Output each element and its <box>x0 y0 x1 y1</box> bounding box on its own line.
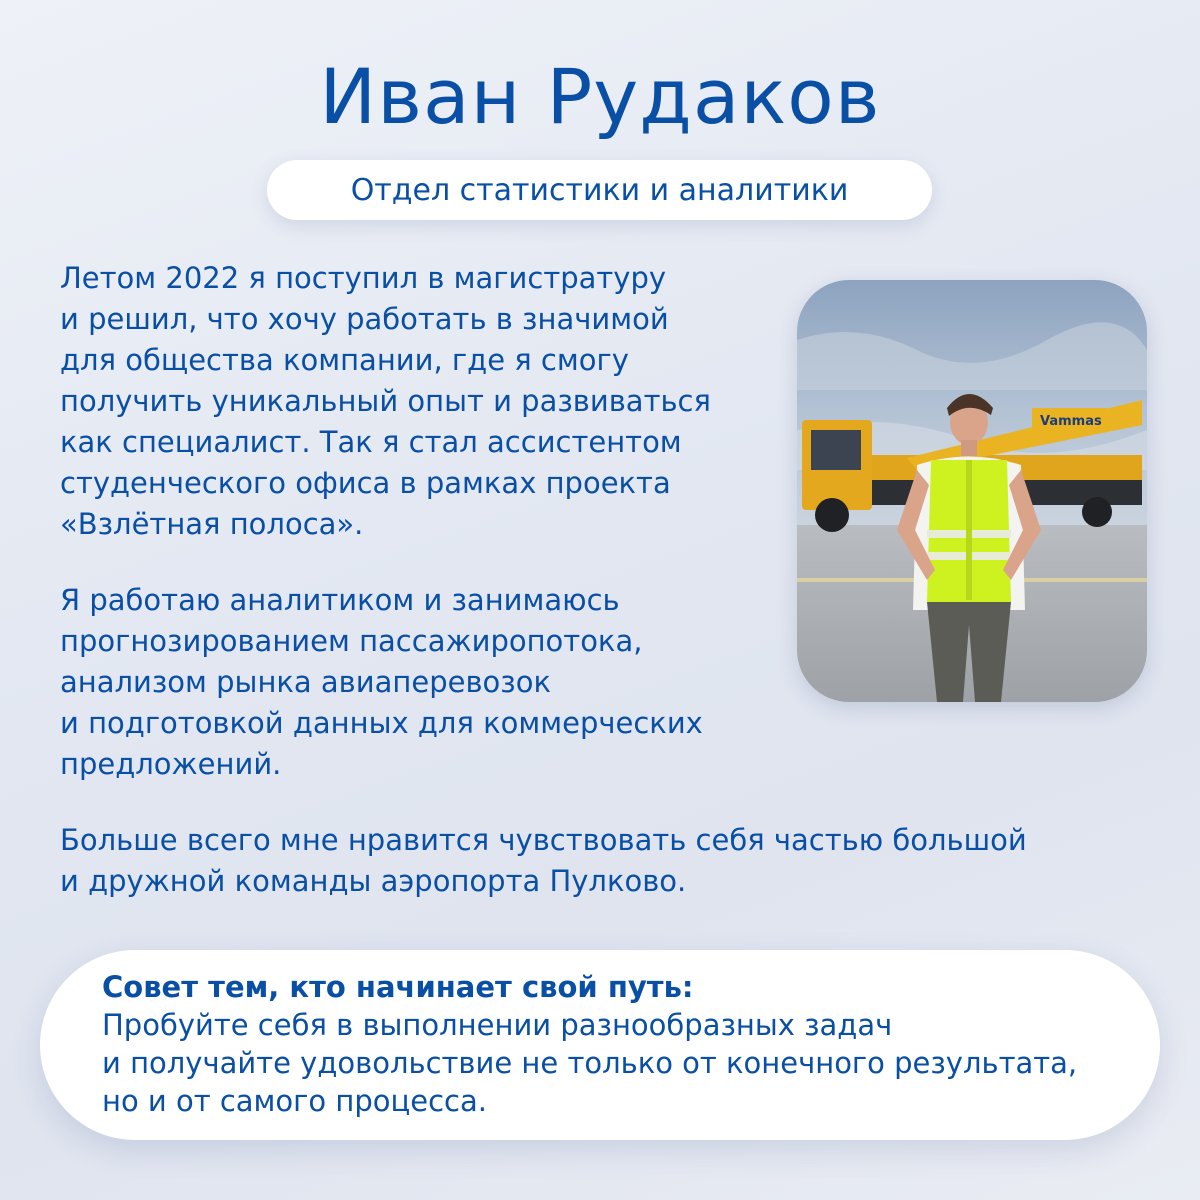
advice-line: Пробуйте себя в выполнении разнообразных задач <box>102 1008 893 1042</box>
text-line: Я работаю аналитиком и занимаюсь <box>60 583 620 617</box>
text-line: Больше всего мне нравится чувствовать себя частью большой <box>60 823 1027 857</box>
text-line: для общества компании, где я смогу <box>60 343 629 377</box>
text-line: студенческого офиса в рамках проекта <box>60 466 671 500</box>
person-name: Иван Рудаков <box>319 52 881 141</box>
text-line: предложений. <box>60 747 282 781</box>
advice-line: но и от самого процесса. <box>102 1084 487 1118</box>
advice-heading: Совет тем, кто начинает свой путь: <box>102 970 694 1004</box>
story-paragraph-1 <box>60 258 711 545</box>
department-label: Отдел статистики и аналитики <box>350 172 849 208</box>
text-line: как специалист. Так я стал ассистентом <box>60 425 682 459</box>
advice-text <box>102 968 1077 1120</box>
photo-illustration <box>797 280 1147 702</box>
text-line: прогнозированием пассажиропотока, <box>60 624 643 658</box>
text-line: «Взлётная полоса». <box>60 507 364 541</box>
person-photo <box>797 280 1147 702</box>
story-paragraph-3 <box>60 820 1027 902</box>
text-line: и дружной команды аэропорта Пулково. <box>60 864 687 898</box>
advice-card <box>40 950 1160 1140</box>
text-line: анализом рынка авиаперевозок <box>60 665 551 699</box>
text-line: и подготовкой данных для коммерческих <box>60 706 703 740</box>
crane-label: Vammas <box>1040 414 1102 429</box>
text-line: и решил, что хочу работать в значимой <box>60 302 669 336</box>
text-line: Летом 2022 я поступил в магистратуру <box>60 261 667 295</box>
story-paragraph-2 <box>60 580 703 785</box>
text-line: получить уникальный опыт и развиваться <box>60 384 711 418</box>
department-badge <box>267 160 932 220</box>
advice-line: и получайте удовольствие не только от конечного результата, <box>102 1046 1078 1080</box>
